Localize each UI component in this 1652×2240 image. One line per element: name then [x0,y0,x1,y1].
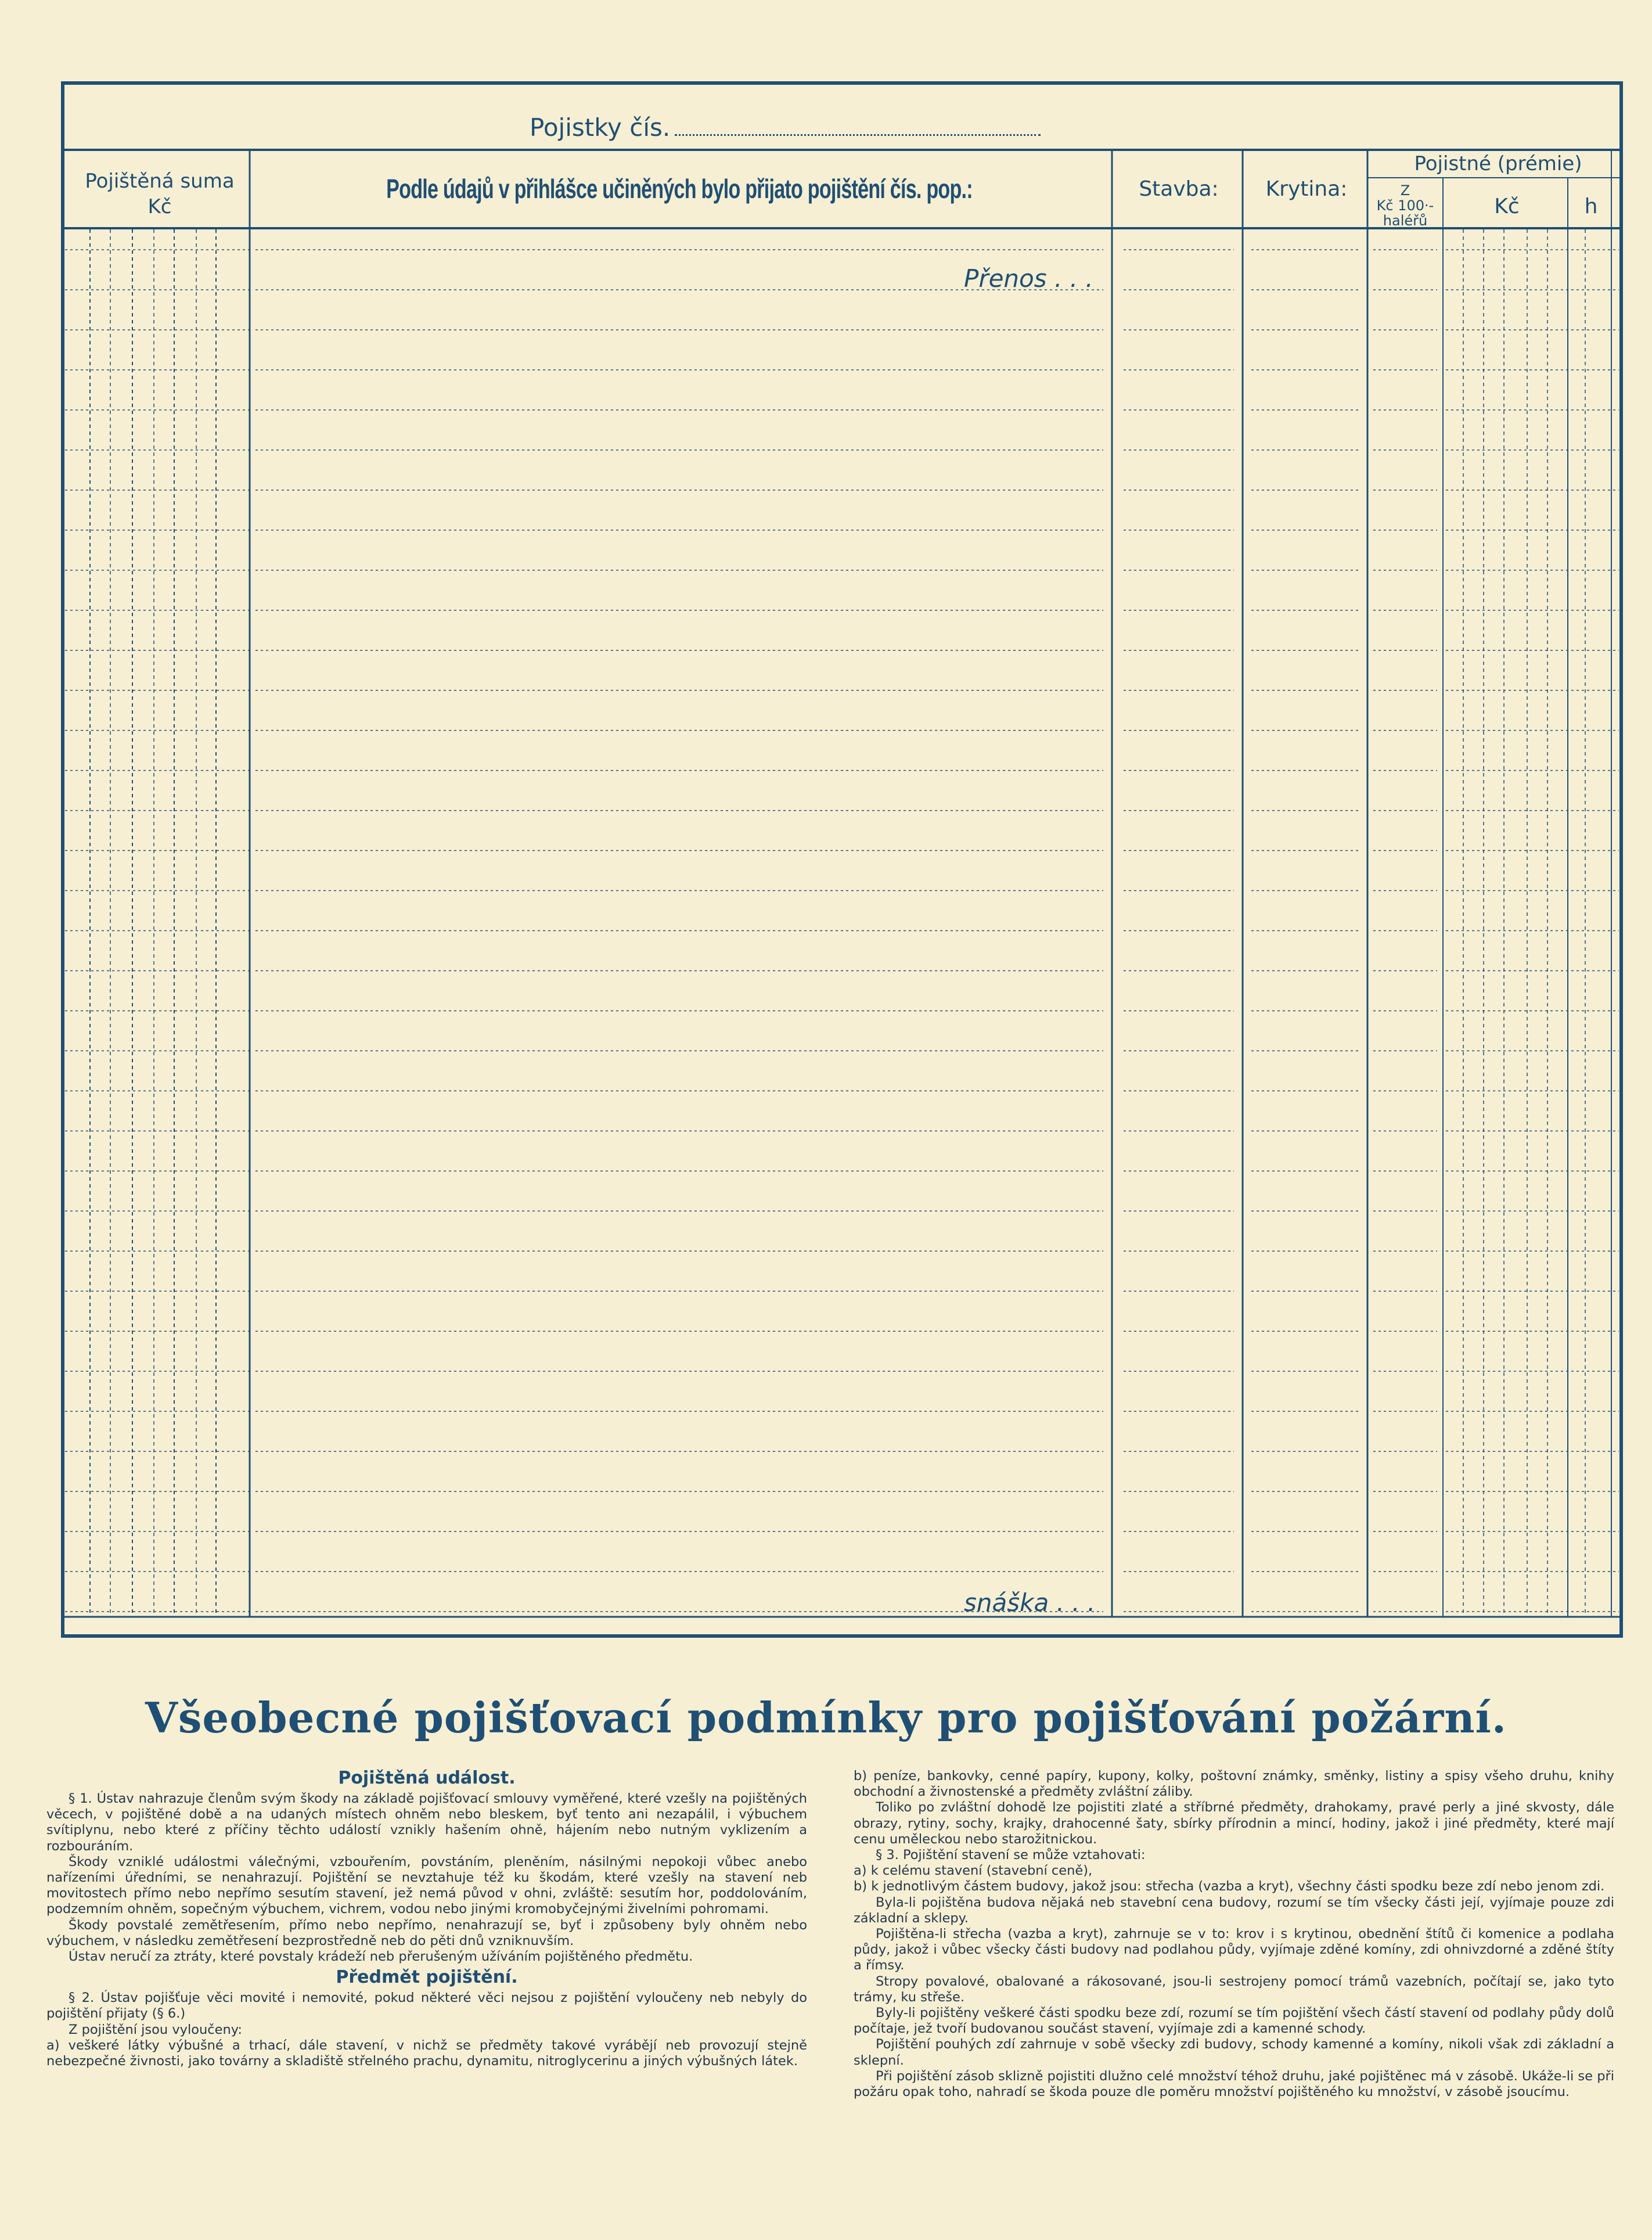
paragraph: § 2. Ústav pojišťuje věci movité i nemovité, pokud některé věci nejsou z pojištění vyloučeny neb nebyly do pojištění přijaty (§ 6.) [46,1990,807,2022]
header-rate [1365,183,1446,228]
total-label: snáška . . . [964,1588,1096,1617]
paragraph: a) k celému stavení (stavební ceně), [854,1863,1093,1879]
section-heading-insurance-subject: Předmět pojištění. [336,1967,518,1988]
header-insured-sum-unit: Kč [147,195,172,218]
carry-over-label: Přenos . . . [964,264,1093,293]
policy-number-label: Pojistky čís. [530,113,671,142]
header-stavba: Stavba: [1139,177,1219,201]
paragraph: Z pojištění jsou vyloučeny: [69,2022,242,2037]
section-heading-insured-event: Pojištěná událost. [338,1768,516,1788]
header-insured-sum [81,168,238,220]
header-rate-line2: Kč 100·- [1376,197,1434,214]
header-rate-line1: Z [1400,182,1410,199]
conditions-left-column [46,1766,807,2069]
paragraph: Pojištění pouhých zdí zahrnuje v sobě všecky zdi budovy, schody kamenné a komíny, nikoli však zdi základní a sklepní. [854,2037,1614,2068]
header-krytina: Krytina: [1265,177,1348,201]
paragraph: a) veškeré látky výbušné a trhací, dále stavení, v nichž se předměty takové vyrábějí neb provozují stejně nebezpečné živnosti, jako továrny a skladiště střelného prachu, dynamitu, nitroglycerinu a jiných výbušných látek. [46,2037,807,2069]
conditions-right-column [854,1768,1614,2100]
paragraph: Toliko po zvláštní dohodě lze pojistiti zlaté a stříbrné předměty, drahokamy, pravé perly a jiné skvosty, dále obrazy, rytiny, sochy, krajky, drahocenné šaty, sbírky přírodnin a mincí, hodiny, jakož i jiné předměty, které mají cenu uměleckou nebo starožitnickou. [854,1800,1614,1847]
paragraph: Ústav neručí za ztráty, které povstaly krádeží neb přerušeným užíváním pojištěného předmětu. [69,1949,693,1965]
paragraph: Při pojištění zásob sklizně pojistiti dlužno celé množství téhož druhu, jaké pojištěnec má v zásobě. Ukáže-li se při požáru opak toho, nahradí se škoda pouze dle poměru množství pojištěného ku množství, v zásobě jsoucímu. [854,2068,1614,2100]
paragraph: § 3. Pojištění stavení se může vztahovati: [876,1847,1146,1863]
paragraph: § 1. Ústav nahrazuje členům svým škody na základě pojišťovací smlouvy vyměřené, které vzešly na pojištěných věcech, v pojištěné době a na udaných místech ohněm nebo bleskem, byť tento ani nezapálil, i výbuchem svítiplynu, nebo které z příčiny těchto událostí vznikly hašením ohně, hájením nebo nutným vyklizením a rozbouráním. [46,1791,807,1854]
paragraph: Byla-li pojištěna budova nějaká neb stavební cena budovy, rozumí se tím všecky části její, vyjímaje pouze zdi základní a sklepy. [854,1894,1614,1926]
header-premium-kc: Kč [1494,195,1520,218]
conditions-title: Všeobecné pojišťovací podmínky pro pojišťování požární. [145,1693,1507,1742]
header-insured-sum-label: Pojištěná suma [85,170,235,193]
paragraph: b) peníze, bankovky, cenné papíry, kupony, kolky, poštovní známky, směnky, listiny a spisy všeho druhu, knihy obchodní a živnostenské a předměty zvláštní záliby. [854,1768,1614,1800]
policy-number-dots [675,117,1041,136]
paragraph: Pojištěna-li střecha (vazba a kryt), zahrnuje se v to: krov i s krytinou, obednění štítů či komenice a podlaha půdy, jakož i vůbec všecky části budovy nad podlahou půdy, vyjímaje zděné komíny, zdi ohnivzdorné a zděné štíty a římsy. [854,1926,1614,1973]
header-premium: Pojistné (prémie) [1414,152,1582,175]
paragraph: Byly-li pojištěny veškeré části spodku beze zdí, rozumí se tím pojištění všech částí stavení od podlahy půdy dolů počítaje, jež tvoří budovanou součást stavení, vyjímaje zdi a kamenné schody. [854,2005,1614,2037]
header-description: Podle údajů v přihlášce učiněných bylo přijato pojištění čís. pop.: [386,174,973,204]
policy-number-field[interactable] [530,113,1041,142]
paragraph: Škody vzniklé událostmi válečnými, vzbouřením, povstáním, pleněním, násilnými nepokoji vůbec anebo nařízeními úředními, se nenahrazují. Pojištění se nevztahuje též ku škodám, které vzešly na stavení neb movitostech přímo nebo nepřímo sesutím stavení, jež nemá původ v ohni, zvláště: sesutím hor, poddolováním, podzemním ohněm, sopečným výbuchem, vichrem, vodou nebo jinými kromobyčejnými živelními pohromami. [46,1854,807,1917]
paragraph: Stropy povalové, obalované a rákosované, jsou-li sestrojeny pomocí trámů vazebních, počítají se, jako tyto trámy, ku střeše. [854,1973,1614,2005]
paragraph: Škody povstalé zemětřesením, přímo nebo nepřímo, nenahrazují se, byť i způsobeny byly ohněm nebo výbuchem, v následku zemětřesení bezprostředně neb do pěti dnů vzniknuvším. [46,1917,807,1948]
header-premium-h: h [1584,195,1598,218]
paragraph: b) k jednotlivým částem budovy, jakož jsou: střecha (vazba a kryt), všechny části spodku beze zdí nebo jenom zdi. [854,1879,1605,1894]
header-rate-line3: haléřů [1383,213,1428,229]
